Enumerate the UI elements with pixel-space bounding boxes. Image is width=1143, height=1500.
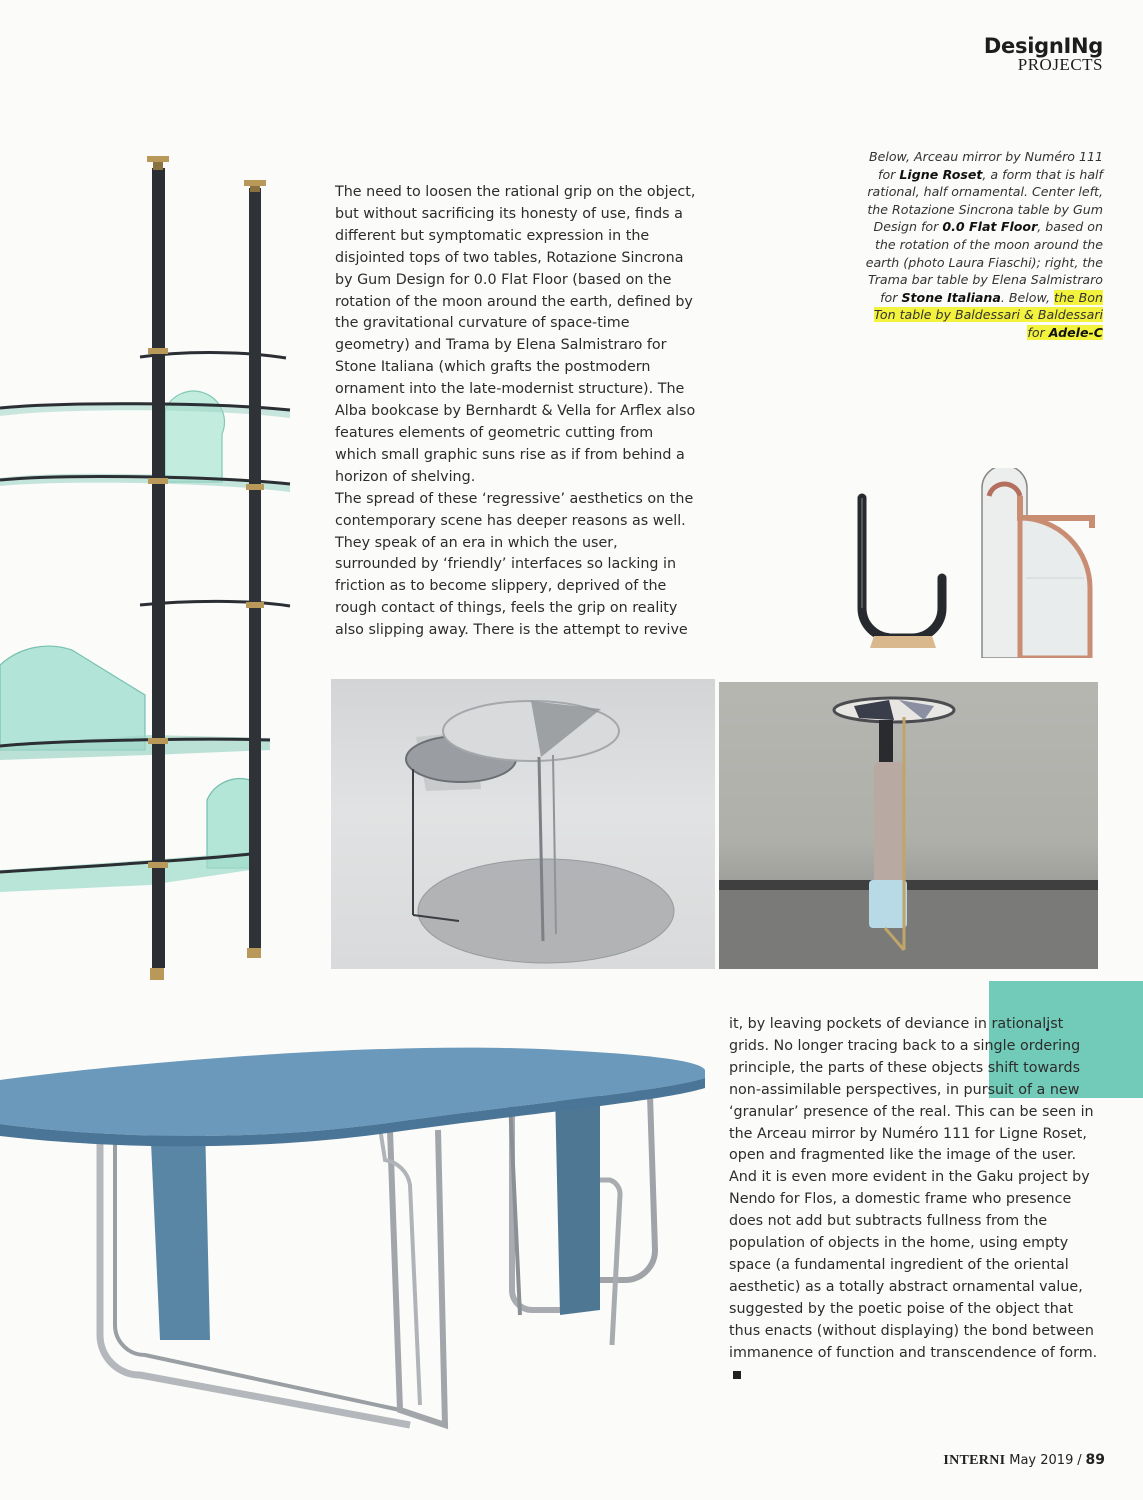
caption-brand-ligne-roset: Ligne Roset <box>899 166 983 182</box>
caption-text-1: Below, Arceau mirror by Numéro 111 for <box>868 149 1103 182</box>
caption-text-4: . Below, <box>1000 289 1054 305</box>
magazine-name: INTERNI <box>943 1453 1006 1468</box>
caption-highlight: the Bon Ton table by Baldessari & Baldessari for <box>873 289 1103 340</box>
caption-text-2: , a form that is half rational, half ornamental. Center left, the Rotazione Sincrona table by Gum Design for <box>867 166 1103 235</box>
trama-table-photo <box>719 682 1098 969</box>
rotazione-sincrona-photo <box>331 679 715 969</box>
caption-text-3: , based on the rotation of the moon around the earth (photo Laura Fiaschi); right, the Trama bar table by Elena Salmistraro for <box>865 219 1103 305</box>
issue-date: May 2019 <box>1009 1453 1074 1468</box>
article-paragraph-2: The spread of these ‘regressive’ aesthetics on the contemporary scene has deeper reasons as well. They speak of an era in which the user, surrounded by ‘friendly’ interfaces so lacking in friction as to become slippery, deprived of the rough contact of things, feels the grip on reality also slipping away. There is the attempt to revive <box>335 490 694 639</box>
caption-brand-flat-floor: 0.0 Flat Floor <box>942 219 1038 235</box>
article-column-2 <box>729 1014 1099 1386</box>
caption-brand-adele-c: Adele-C <box>1048 324 1103 340</box>
page-footer <box>943 1451 1105 1469</box>
bookcase-image <box>0 150 330 990</box>
page-number: 89 <box>1085 1452 1105 1468</box>
caption-brand-stone-italiana: Stone Italiana <box>901 289 1001 305</box>
article-paragraph-3-text: it, by leaving pockets of deviance in rationalist grids. No longer tracing back to a single ordering principle, the parts of these objects shift towards non-assimilable perspectives, in pursuit of a new ‘granular’ presence of the real. This can be seen in the Arceau mirror by Numéro 111 for Ligne Roset, open and fragmented like the image of the user. And it is even more evident in the Gaku project by Nendo for Flos, a domestic frame who presence does not add but subtracts fullness from the population of objects in the home, using empty space (a fundamental ingredient of the oriental aesthetic) as a totally abstract ornamental value, suggested by the poetic poise of the object that thus enacts (without displaying) the bond between immanence of function and transcendence of form. <box>729 1016 1098 1361</box>
section-header <box>984 36 1103 73</box>
article-column-1 <box>335 182 697 642</box>
trama-table-image <box>719 682 1098 969</box>
section-subtitle: PROJECTS <box>1017 55 1103 74</box>
article-paragraph-3 <box>729 1014 1099 1386</box>
rotazione-sincrona-image <box>331 679 715 969</box>
end-mark-icon <box>733 1371 741 1379</box>
section-title: DesignINg <box>983 34 1103 58</box>
bon-ton-table-image <box>0 1040 715 1435</box>
arceau-mirror-image <box>852 468 1102 658</box>
footer-separator: / <box>1077 1453 1082 1468</box>
article-paragraph-1: The need to loosen the rational grip on the object, but without sacrificing its honesty of use, finds a different but symptomatic expression in the disjointed tops of two tables, Rotazione Sincrona by Gum Design for 0.0 Flat Floor (based on the rotation of the moon around the earth, defined by the gravitational curvature of space-time geometry) and Trama by Elena Salmistraro for Stone Italiana (which grafts the postmodern ornament into the late-modernist structure). The Alba bookcase by Bernhardt & Vella for Arflex also features elements of geometric cutting from which small graphic suns rise as if from behind a horizon of shelving. <box>335 184 696 485</box>
photo-caption <box>860 148 1103 342</box>
